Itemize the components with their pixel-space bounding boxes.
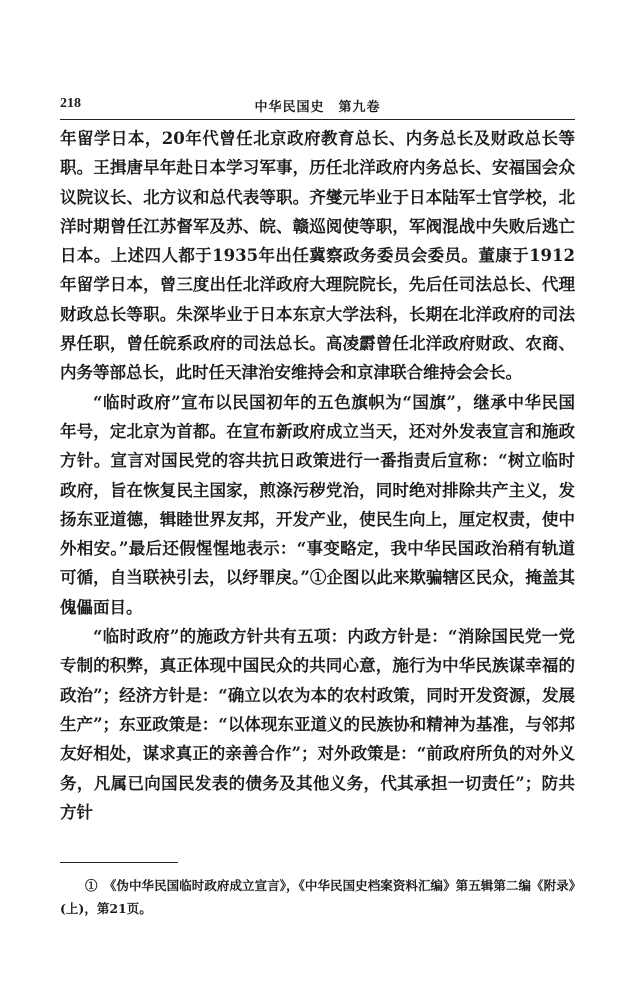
paragraph: “临时政府”宣布以民国初年的五色旗帜为“国旗”，继承中华民国年号，定北京为首都。在宣布新政府成立当天，还对外发表宣言和施政方针。宣言对国民党的容共抗日政策进行一番指责后宣称：“树立临时政府，旨在恢复民主国家，煎涤污秽党治，同时绝对排除共产主义，发扬东亚道德，辑睦世界友邦，开发产业，使民生向上，厘定权责，使中外相安。”最后还假惺惺地表示：“事变略定，我中华民国政治稍有轨道可循，自当联袂引去，以纾罪戾。”①企图以此来欺骗辖区民众，掩盖其傀儡面目。 (60, 392, 575, 617)
footnote: ① 《伪中华民国临时政府成立宣言》，《中华民国史档案资料汇编》第五辑第二编《附录》(上)，第21页。 (60, 878, 575, 916)
paragraph: “临时政府”的施政方针共有五项：内政方针是：“消除国民党一党专制的积弊，真正体现中国民众的共同心意，施行为中华民族谋幸福的政治”；经济方针是：“确立以农为本的农村政策，同时开发资源，发展生产”；东亚政策是：“以体现东亚道义的民族协和精神为基准，与邻邦友好相处，谋求真正的亲善合作”；对外政策是：“前政府所负的对外义务，凡属已向国民发表的债务及其他义务，代其承担一切责任”；防共方针 (60, 627, 575, 822)
paragraph-continued: 年留学日本，20年代曾任北京政府教育总长、内务总长及财政总长等职。王揖唐早年赴日本学习军事，历任北洋政府内务总长、安福国会众议院议长、北方议和总代表等职。齐燮元毕业于日本陆军士官学校，北洋时期曾任江苏督军及苏、皖、赣巡阅使等职，军阀混战中失败后逃亡日本。上述四人都于1935年出任冀察政务委员会委员。董康于1912年留学日本，曾三度出任北洋政府大理院院长，先后任司法总长、代理财政总长等职。朱深毕业于日本东京大学法科，长期在北洋政府的司法界任职，曾任皖系政府的司法总长。高凌霨曾任北洋政府财政、农商、内务等部总长，此时任天津治安维持会和京津联合维持会会长。 (60, 129, 575, 383)
page-number: 218 (60, 96, 81, 111)
header-rule (60, 119, 575, 120)
page-header (60, 96, 575, 116)
running-title: 中华民国史 第九卷 (254, 100, 381, 115)
body-text (60, 124, 575, 827)
footnote-rule (60, 862, 178, 863)
